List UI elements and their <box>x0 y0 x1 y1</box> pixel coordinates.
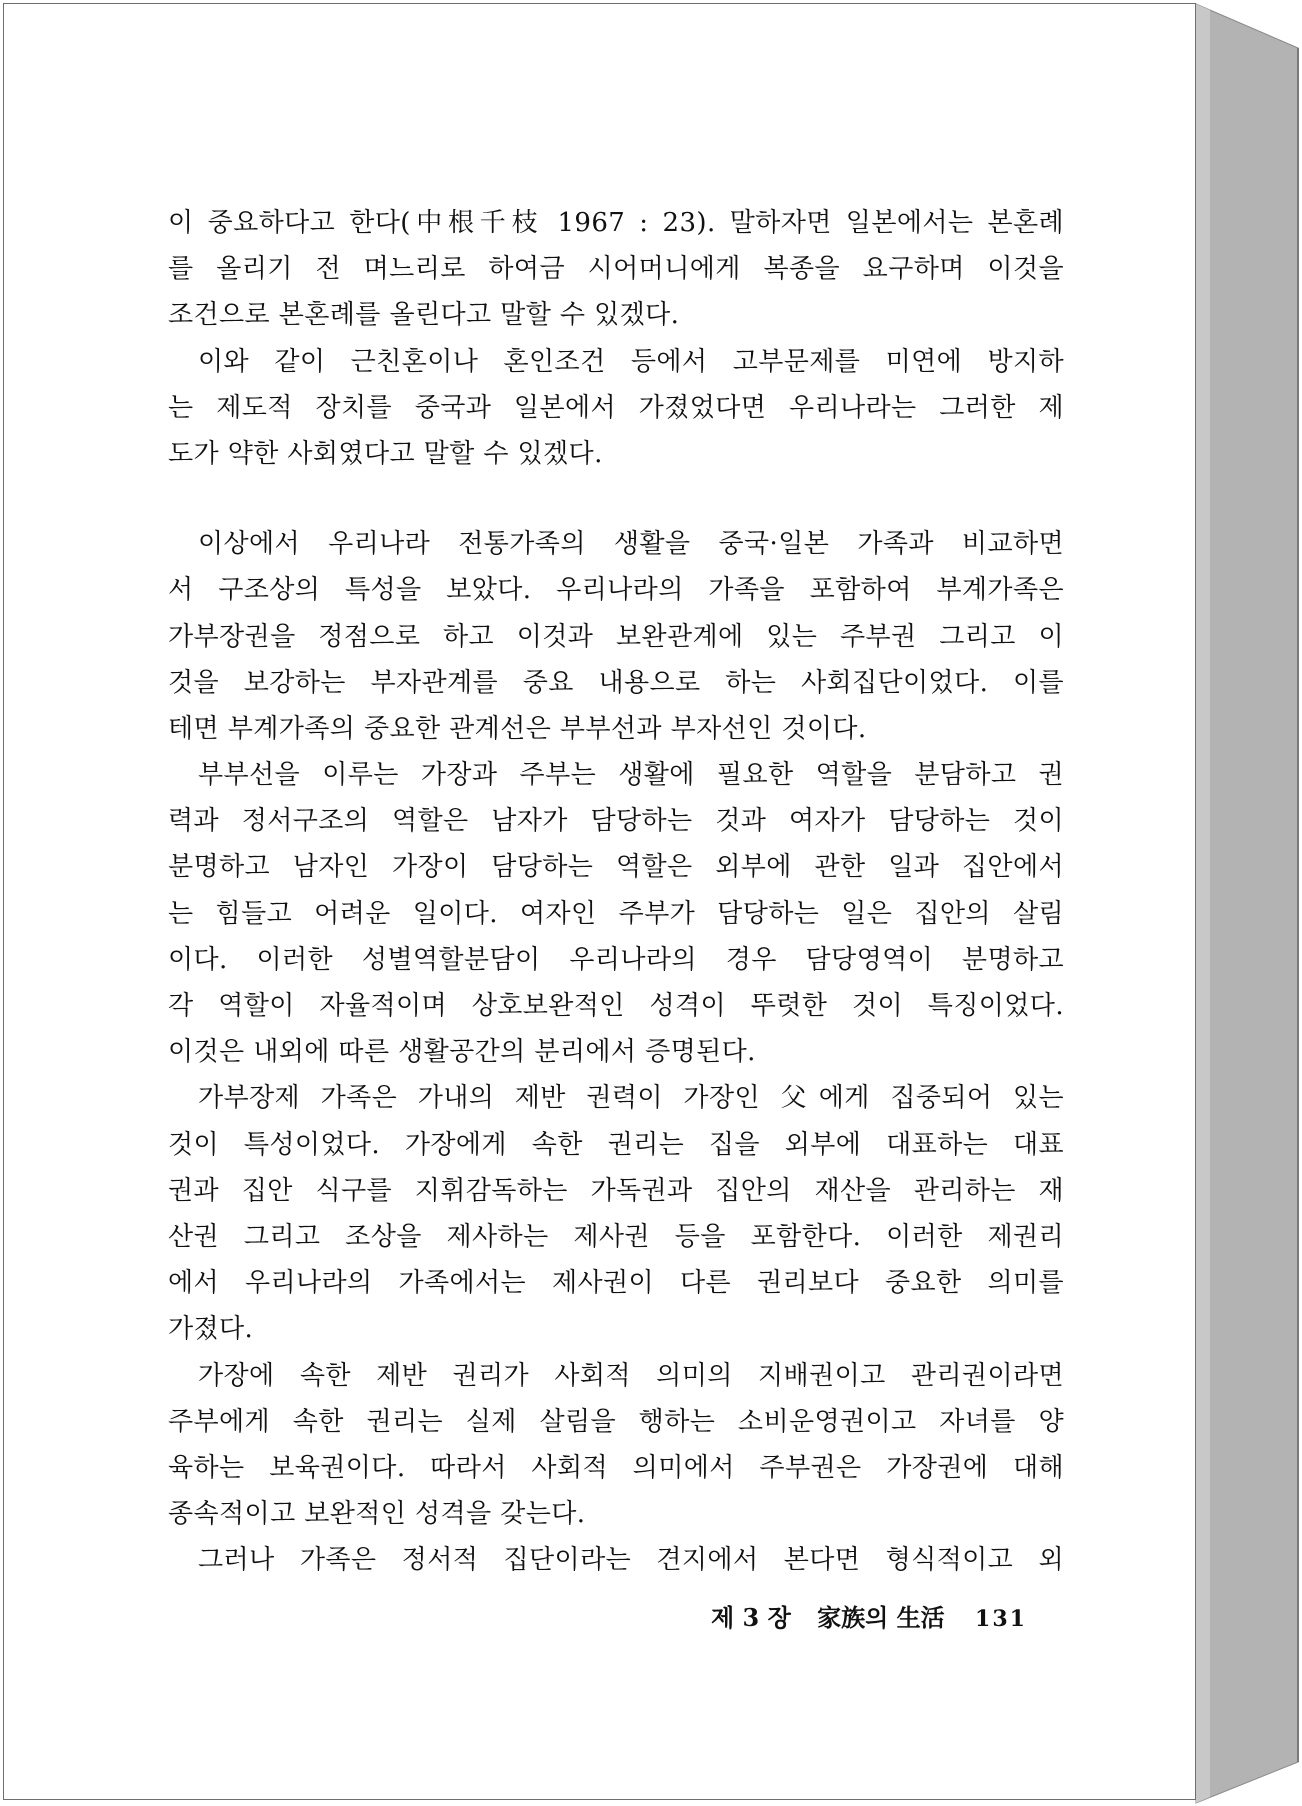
text-line: 도가 약한 사회였다고 말할 수 있겠다. <box>168 438 603 469</box>
text-line: 는 힘들고 어려운 일이다. 여자인 주부가 담당하는 일은 집안의 살림 <box>168 898 1064 929</box>
text-line: 가부장권을 정점으로 하고 이것과 보완관계에 있는 주부권 그리고 이 <box>168 621 1064 652</box>
text-line: 주부에게 속한 권리는 실제 살림을 행하는 소비운영권이고 자녀를 양 <box>168 1406 1064 1437</box>
paragraph <box>168 752 1064 1075</box>
text-line: 이다. 이러한 성별역할분담이 우리나라의 경우 담당영역이 분명하고 <box>168 944 1064 975</box>
text-line: 조건으로 본혼례를 올린다고 말할 수 있겠다. <box>168 300 680 331</box>
text-line: 력과 정서구조의 역할은 남자가 담당하는 것과 여자가 담당하는 것이 <box>168 806 1064 837</box>
text-line: 산권 그리고 조상을 제사하는 제사권 등을 포함한다. 이러한 제권리 <box>168 1221 1064 1252</box>
text-line: 분명하고 남자인 가장이 담당하는 역할은 외부에 관한 일과 집안에서 <box>168 852 1064 883</box>
text-line: 각 역할이 자율적이며 상호보완적인 성격이 뚜렷한 것이 특징이었다. <box>168 991 1064 1021</box>
text-line: 서 구조상의 특성을 보았다. 우리나라의 가족을 포함하여 부계가족은 <box>168 575 1064 606</box>
text-line: 가졌다. <box>168 1314 254 1345</box>
text-line: 그러나 가족은 정서적 집단이라는 견지에서 본다면 형식적이고 외 <box>198 1545 1064 1576</box>
text-line: 이것은 내외에 따른 생활공간의 분리에서 증명된다. <box>168 1037 756 1068</box>
paragraph <box>168 200 1064 339</box>
paragraph <box>168 1075 1064 1352</box>
text-line: 가부장제 가족은 가내의 제반 권력이 가장인 父에게 집중되어 있는 <box>198 1083 1064 1114</box>
text-line: 부부선을 이루는 가장과 주부는 생활에 필요한 역할을 분담하고 권 <box>198 760 1064 791</box>
page-number: 131 <box>975 1606 1027 1632</box>
running-footer <box>711 1598 1066 1638</box>
paragraph <box>168 521 1064 752</box>
text-line: 것을 보강하는 부자관계를 중요 내용으로 하는 사회집단이었다. 이를 <box>168 667 1064 698</box>
footer-title: 家族의 生活 <box>817 1603 945 1632</box>
footer-chapter: 제 3 장 <box>711 1603 791 1632</box>
text-line: 것이 특성이었다. 가장에게 속한 권리는 집을 외부에 대표하는 대표 <box>168 1129 1064 1160</box>
body-text <box>168 200 1064 1583</box>
text-line: 가장에 속한 제반 권리가 사회적 의미의 지배권이고 관리권이라면 <box>198 1360 1064 1391</box>
text-line: 이 중요하다고 한다(中根千枝 1967 : 23). 말하자면 일본에서는 본혼례 <box>168 208 1064 238</box>
page <box>3 3 1196 1800</box>
text-line: 이와 같이 근친혼이나 혼인조건 등에서 고부문제를 미연에 방지하 <box>198 346 1064 377</box>
text-line: 는 제도적 장치를 중국과 일본에서 가졌었다면 우리나라는 그러한 제 <box>168 392 1064 423</box>
paragraph <box>168 1537 1064 1583</box>
paragraph <box>168 339 1064 478</box>
text-line: 테면 부계가족의 중요한 관계선은 부부선과 부자선인 것이다. <box>168 713 867 744</box>
text-line: 를 올리기 전 며느리로 하여금 시어머니에게 복종을 요구하며 이것을 <box>168 254 1064 285</box>
text-line: 종속적이고 보완적인 성격을 갖는다. <box>168 1499 586 1530</box>
text-line: 이상에서 우리나라 전통가족의 생활을 중국·일본 가족과 비교하면 <box>198 529 1064 560</box>
page-edge-shade <box>1196 4 1210 1803</box>
paragraph <box>168 1353 1064 1538</box>
section-break <box>168 477 1064 521</box>
page-edge-right <box>1196 4 1298 1803</box>
text-line: 권과 집안 식구를 지휘감독하는 가독권과 집안의 재산을 관리하는 재 <box>168 1175 1064 1206</box>
text-line: 육하는 보육권이다. 따라서 사회적 의미에서 주부권은 가장권에 대해 <box>168 1452 1064 1483</box>
text-line: 에서 우리나라의 가족에서는 제사권이 다른 권리보다 중요한 의미를 <box>168 1268 1064 1299</box>
